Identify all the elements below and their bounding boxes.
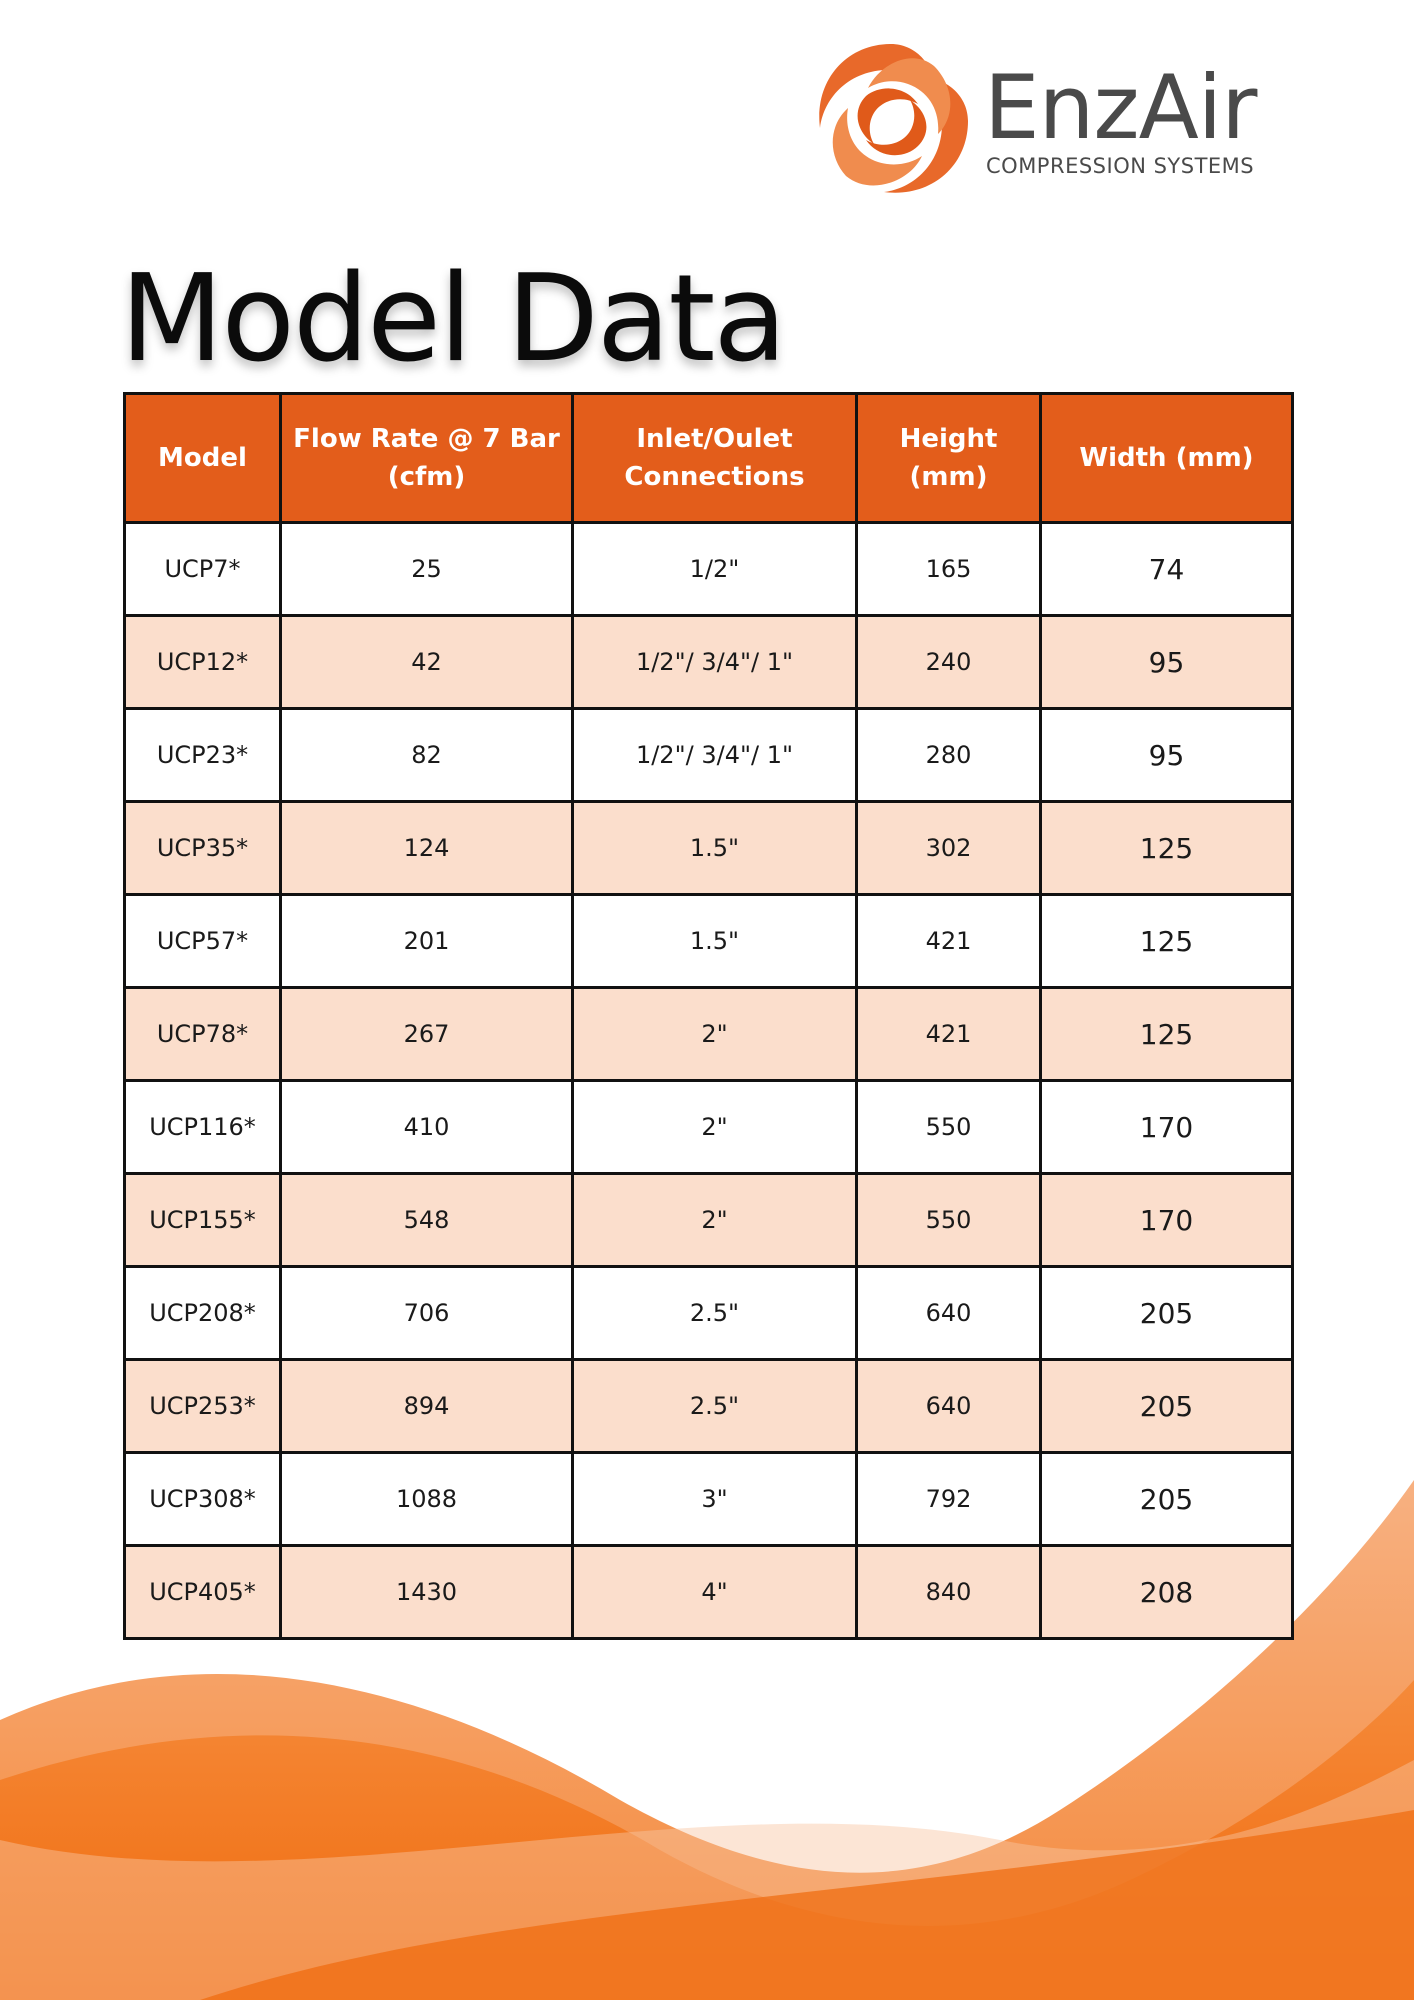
table-row bbox=[125, 523, 1293, 616]
model-data-table bbox=[123, 392, 1294, 1640]
table-row bbox=[125, 1453, 1293, 1546]
cell-flow-rate: 894 bbox=[281, 1360, 573, 1453]
table-row bbox=[125, 802, 1293, 895]
cell-connections: 3" bbox=[573, 1453, 857, 1546]
column-header-height: Height (mm) bbox=[857, 394, 1041, 523]
cell-connections: 2" bbox=[573, 1081, 857, 1174]
cell-flow-rate: 267 bbox=[281, 988, 573, 1081]
cell-height: 421 bbox=[857, 988, 1041, 1081]
cell-connections: 2.5" bbox=[573, 1267, 857, 1360]
table-row bbox=[125, 616, 1293, 709]
cell-width: 208 bbox=[1041, 1546, 1293, 1639]
cell-height: 240 bbox=[857, 616, 1041, 709]
logo-tagline: COMPRESSION SYSTEMS bbox=[986, 154, 1255, 178]
cell-model: UCP7* bbox=[125, 523, 281, 616]
cell-connections: 1.5" bbox=[573, 802, 857, 895]
cell-height: 550 bbox=[857, 1174, 1041, 1267]
cell-model: UCP35* bbox=[125, 802, 281, 895]
cell-model: UCP12* bbox=[125, 616, 281, 709]
column-header-model: Model bbox=[125, 394, 281, 523]
cell-model: UCP308* bbox=[125, 1453, 281, 1546]
cell-flow-rate: 42 bbox=[281, 616, 573, 709]
table-row bbox=[125, 1546, 1293, 1639]
cell-width: 125 bbox=[1041, 895, 1293, 988]
table-row bbox=[125, 709, 1293, 802]
column-header-width: Width (mm) bbox=[1041, 394, 1293, 523]
cell-connections: 2" bbox=[573, 1174, 857, 1267]
cell-width: 170 bbox=[1041, 1174, 1293, 1267]
cell-model: UCP405* bbox=[125, 1546, 281, 1639]
cell-connections: 1/2"/ 3/4"/ 1" bbox=[573, 616, 857, 709]
cell-height: 640 bbox=[857, 1360, 1041, 1453]
cell-width: 125 bbox=[1041, 988, 1293, 1081]
cell-height: 640 bbox=[857, 1267, 1041, 1360]
cell-connections: 4" bbox=[573, 1546, 857, 1639]
column-header-flow-rate: Flow Rate @ 7 Bar (cfm) bbox=[281, 394, 573, 523]
cell-model: UCP253* bbox=[125, 1360, 281, 1453]
cell-height: 550 bbox=[857, 1081, 1041, 1174]
cell-width: 205 bbox=[1041, 1360, 1293, 1453]
table-row bbox=[125, 895, 1293, 988]
cell-width: 170 bbox=[1041, 1081, 1293, 1174]
table-row bbox=[125, 988, 1293, 1081]
cell-height: 792 bbox=[857, 1453, 1041, 1546]
cell-flow-rate: 410 bbox=[281, 1081, 573, 1174]
cell-model: UCP23* bbox=[125, 709, 281, 802]
cell-width: 205 bbox=[1041, 1267, 1293, 1360]
table-row bbox=[125, 1174, 1293, 1267]
cell-height: 165 bbox=[857, 523, 1041, 616]
cell-flow-rate: 706 bbox=[281, 1267, 573, 1360]
table-header-row bbox=[125, 394, 1293, 523]
cell-height: 302 bbox=[857, 802, 1041, 895]
cell-width: 95 bbox=[1041, 616, 1293, 709]
enzair-logo bbox=[806, 36, 1366, 206]
cell-model: UCP78* bbox=[125, 988, 281, 1081]
cell-connections: 2.5" bbox=[573, 1360, 857, 1453]
logo-wordmark: EnzAir bbox=[984, 56, 1257, 159]
table-row bbox=[125, 1360, 1293, 1453]
cell-model: UCP57* bbox=[125, 895, 281, 988]
cell-model: UCP155* bbox=[125, 1174, 281, 1267]
cell-connections: 1.5" bbox=[573, 895, 857, 988]
cell-width: 125 bbox=[1041, 802, 1293, 895]
cell-connections: 1/2"/ 3/4"/ 1" bbox=[573, 709, 857, 802]
cell-width: 95 bbox=[1041, 709, 1293, 802]
table-row bbox=[125, 1267, 1293, 1360]
cell-flow-rate: 124 bbox=[281, 802, 573, 895]
cell-flow-rate: 1430 bbox=[281, 1546, 573, 1639]
cell-model: UCP116* bbox=[125, 1081, 281, 1174]
cell-height: 840 bbox=[857, 1546, 1041, 1639]
cell-flow-rate: 1088 bbox=[281, 1453, 573, 1546]
page-title: Model Data bbox=[120, 250, 785, 389]
table-row bbox=[125, 1081, 1293, 1174]
cell-width: 74 bbox=[1041, 523, 1293, 616]
cell-flow-rate: 82 bbox=[281, 709, 573, 802]
cell-height: 421 bbox=[857, 895, 1041, 988]
cell-flow-rate: 548 bbox=[281, 1174, 573, 1267]
column-header-connections: Inlet/Oulet Connections bbox=[573, 394, 857, 523]
cell-model: UCP208* bbox=[125, 1267, 281, 1360]
cell-flow-rate: 25 bbox=[281, 523, 573, 616]
cell-connections: 2" bbox=[573, 988, 857, 1081]
cell-width: 205 bbox=[1041, 1453, 1293, 1546]
cell-connections: 1/2" bbox=[573, 523, 857, 616]
cell-height: 280 bbox=[857, 709, 1041, 802]
swirl-logo-icon bbox=[806, 36, 976, 206]
cell-flow-rate: 201 bbox=[281, 895, 573, 988]
